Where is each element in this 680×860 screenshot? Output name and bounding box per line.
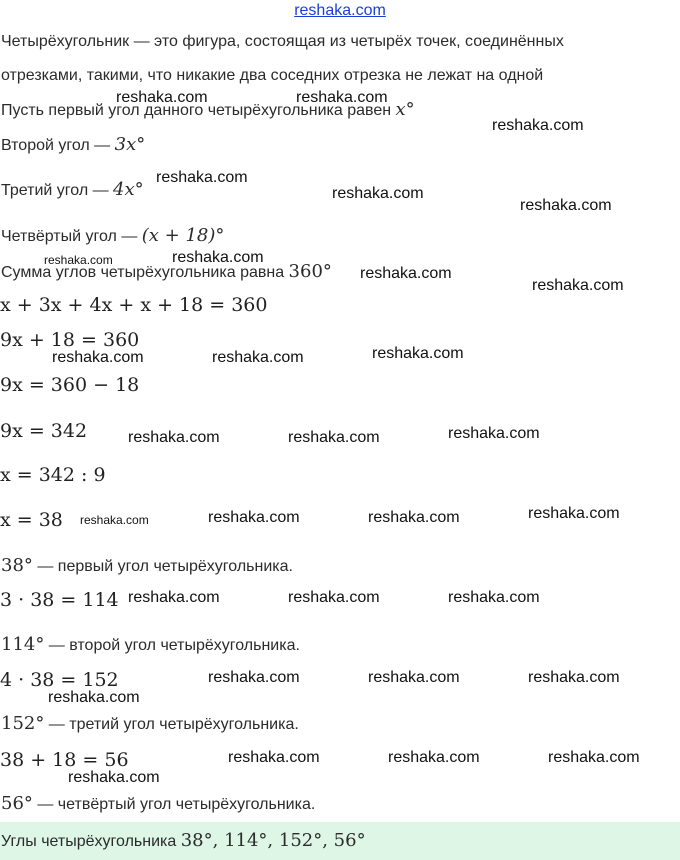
equation-8: 4 · 38 = 152: [0, 669, 119, 691]
equation-7: 3 · 38 = 114: [0, 589, 119, 611]
answer-line: [1, 831, 366, 852]
watermark: reshaka.com: [208, 669, 300, 686]
site-link[interactable]: reshaka.com: [294, 2, 386, 19]
watermark: reshaka.com: [116, 89, 208, 106]
watermark: reshaka.com: [128, 589, 220, 606]
watermark: reshaka.com: [228, 749, 320, 766]
third-angle-line: [1, 180, 144, 201]
second-angle-line: [1, 135, 145, 156]
result-line-2: [1, 635, 300, 656]
answer-math: 38°, 114°, 152°, 56°: [180, 830, 366, 851]
first-angle-text: Пусть первый угол данного четырёхугольника равен: [1, 102, 396, 119]
watermark: reshaka.com: [332, 185, 424, 202]
result-2-math: 114°: [1, 634, 45, 655]
watermark: reshaka.com: [528, 669, 620, 686]
result-line-1: [1, 556, 293, 577]
watermark: reshaka.com: [128, 429, 220, 446]
watermark: reshaka.com: [52, 349, 144, 366]
fourth-angle-text: Четвёртый угол —: [1, 228, 142, 245]
watermark: reshaka.com: [528, 505, 620, 522]
equation-1: x + 3x + 4x + x + 18 = 360: [0, 294, 268, 316]
result-2-text: — второй угол четырёхугольника.: [44, 637, 300, 654]
paragraph-line-1: Четырёхугольник — это фигура, состоящая из четырёх точек, соединённых: [1, 33, 564, 50]
fourth-angle-line: [1, 226, 224, 247]
result-4-text: — четвёртый угол четырёхугольника.: [32, 796, 316, 813]
watermark: reshaka.com: [44, 253, 113, 267]
watermark: reshaka.com: [520, 197, 612, 214]
watermark: reshaka.com: [48, 689, 140, 706]
watermark: reshaka.com: [368, 669, 460, 686]
watermark: reshaka.com: [296, 89, 388, 106]
watermark: reshaka.com: [532, 277, 624, 294]
watermark: reshaka.com: [368, 509, 460, 526]
watermark: reshaka.com: [448, 589, 540, 606]
paragraph-line-2: отрезками, такими, что никакие два соседних отрезка не лежат на одной: [1, 67, 544, 84]
watermark: reshaka.com: [288, 589, 380, 606]
answer-box: [0, 822, 680, 860]
watermark: reshaka.com: [288, 429, 380, 446]
result-1-text: — первый угол четырёхугольника.: [32, 558, 293, 575]
result-line-3: [1, 714, 299, 735]
watermark: reshaka.com: [548, 749, 640, 766]
watermark: reshaka.com: [448, 425, 540, 442]
equation-4: 9x = 342: [0, 420, 88, 442]
sum-math: 360°: [288, 261, 332, 282]
watermark: reshaka.com: [360, 265, 452, 282]
result-line-4: [1, 794, 315, 815]
equation-9: 38 + 18 = 56: [0, 749, 129, 771]
fourth-angle-math: (x + 18)°: [141, 225, 225, 246]
equation-2: 9x + 18 = 360: [0, 329, 140, 351]
watermark: reshaka.com: [208, 509, 300, 526]
first-angle-math: x°: [395, 99, 415, 120]
answer-text: Углы четырёхугольника: [1, 833, 181, 850]
second-angle-text: Второй угол —: [1, 137, 115, 154]
result-1-math: 38°: [1, 555, 33, 576]
second-angle-math: 3x°: [114, 134, 146, 155]
third-angle-math: 4x°: [113, 179, 144, 200]
result-4-math: 56°: [1, 793, 33, 814]
watermark: reshaka.com: [212, 349, 304, 366]
watermark: reshaka.com: [172, 249, 264, 266]
watermark: reshaka.com: [68, 769, 160, 786]
watermark: reshaka.com: [388, 749, 480, 766]
watermark: reshaka.com: [80, 513, 149, 527]
equation-3: 9x = 360 − 18: [0, 374, 140, 396]
watermark: reshaka.com: [156, 169, 248, 186]
third-angle-text: Третий угол —: [1, 182, 114, 199]
equation-6: x = 38: [0, 509, 63, 531]
watermark: reshaka.com: [372, 345, 464, 362]
result-3-text: — третий угол четырёхугольника.: [44, 716, 299, 733]
watermark: reshaka.com: [492, 117, 584, 134]
sum-text: Сумма углов четырёхугольника равна: [1, 264, 289, 281]
equation-5: x = 342 : 9: [0, 464, 106, 486]
result-3-math: 152°: [1, 713, 45, 734]
